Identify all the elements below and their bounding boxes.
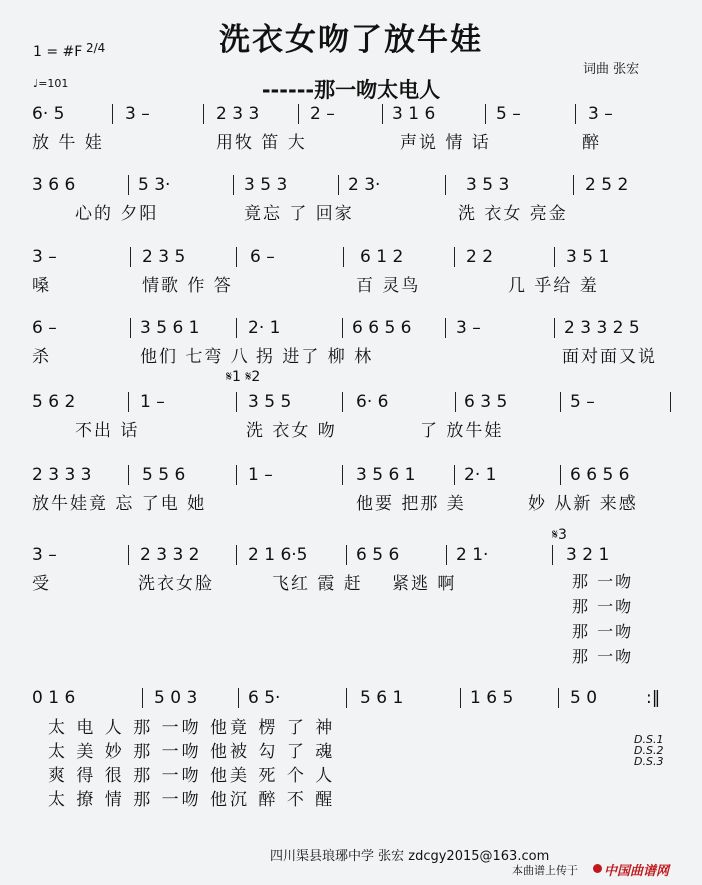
barline: [130, 247, 131, 267]
measure-notes: 3 –: [32, 545, 57, 565]
measure-notes: 2 3 3 2 5: [564, 318, 640, 338]
lyric-line: 洗 衣女 吻: [246, 421, 337, 441]
barline: [554, 318, 555, 338]
lyric-line: 几 乎给 羞: [508, 276, 599, 296]
ds-mark: D.S.3: [634, 755, 664, 768]
barline: [112, 104, 113, 124]
barline: [236, 318, 237, 338]
measure-notes: 2 3·: [348, 175, 381, 195]
measure-notes: 5 –: [496, 104, 521, 124]
barline: [128, 392, 129, 412]
lyric-line: 情歌 作 答: [142, 276, 233, 296]
measure-notes: 2 1·: [456, 545, 489, 565]
measure-notes: 1 –: [248, 465, 273, 485]
measure-notes: 6 1 2: [360, 247, 404, 267]
lyric-line: 竟忘 了 回家: [244, 204, 354, 224]
lyric-line: 紧逃 啊: [392, 574, 457, 594]
measure-notes: 3 –: [125, 104, 150, 124]
barline: [338, 175, 339, 195]
measure-notes: 6 5·: [248, 688, 281, 708]
tempo-marking: ♩=101: [33, 77, 69, 90]
barline: [446, 545, 447, 565]
measure-notes: 5 6 2: [32, 392, 76, 412]
lyric-line: 他要 把那 美: [356, 494, 466, 514]
measure-notes: 3 5 5: [248, 392, 292, 412]
site-logo-icon: [593, 864, 602, 873]
system-6: [30, 465, 672, 514]
lyric-verse-4: 太 撩 情 那 一吻 他沉 醉 不 醒: [48, 790, 336, 810]
barline: [236, 545, 237, 565]
measure-notes: 2 5 2: [585, 175, 629, 195]
barline: [560, 465, 561, 485]
barline: [485, 104, 486, 124]
barline: [454, 247, 455, 267]
system-1: [30, 104, 672, 153]
barline: [670, 392, 671, 412]
barline: [445, 175, 446, 195]
measure-notes: 3 2 1: [566, 545, 610, 565]
lyric-line: 了 放牛娃: [420, 421, 504, 441]
measure-notes: 6· 5: [32, 104, 65, 124]
measure-notes: 6· 6: [356, 392, 389, 412]
segno-mark-1-2: 𝄋1 𝄋2: [226, 369, 261, 385]
measure-notes: 2 1 6·5: [248, 545, 308, 565]
measure-notes: 3 5 1: [566, 247, 610, 267]
measure-notes: 6 6 5 6: [570, 465, 630, 485]
lyric-line: 拐 进了 柳 林: [256, 347, 374, 367]
measure-notes: 5 3·: [138, 175, 171, 195]
barline: [560, 392, 561, 412]
time-signature: 2/4: [86, 41, 106, 55]
lyric-line: 声说 情 话: [400, 133, 491, 153]
measure-notes: 6 –: [32, 318, 57, 338]
lyric-line: 那 一吻: [572, 622, 634, 641]
lyric-verse-1: 太 电 人 那 一吻 他竟 楞 了 神: [48, 718, 336, 738]
measure-notes: 3 –: [456, 318, 481, 338]
repeat-end: :‖: [646, 688, 661, 708]
barline: [575, 104, 576, 124]
measure-notes: 2· 1: [464, 465, 497, 485]
measure-notes: 1 –: [140, 392, 165, 412]
barline: [454, 465, 455, 485]
segno-mark-3: 𝄋3: [552, 527, 567, 543]
barline: [298, 104, 299, 124]
barline: [445, 318, 446, 338]
lyric-line: 杀: [32, 347, 51, 367]
barline: [128, 545, 129, 565]
footer-credit: 四川渠县琅琊中学 张宏 zdcgy2015@163.com: [270, 849, 550, 864]
lyric-line: 受: [32, 574, 51, 594]
lyric-line: 那 一吻: [572, 597, 634, 616]
lyric-line: 那 一吻: [572, 647, 634, 666]
measure-notes: 5 5 6: [142, 465, 186, 485]
composer-credit: 词曲 张宏: [583, 62, 640, 77]
measure-notes: 2 2: [466, 247, 494, 267]
lyric-line: 妙 从新 来感: [528, 494, 638, 514]
measure-notes: 3 5 3: [466, 175, 510, 195]
measure-notes: 2 –: [310, 104, 335, 124]
barline: [382, 104, 383, 124]
measure-notes: 3 –: [32, 247, 57, 267]
repeat-lyrics-column: [572, 569, 633, 669]
measure-notes: 3 6 6: [32, 175, 76, 195]
system-3: [30, 247, 672, 296]
system-4: [30, 318, 672, 367]
barline: [142, 688, 143, 708]
upload-note: 本曲谱上传于: [512, 864, 578, 877]
barline: [342, 465, 343, 485]
lyric-line: 他们 七弯 八: [140, 347, 250, 367]
barline: [460, 688, 461, 708]
measure-notes: 6 3 5: [464, 392, 508, 412]
barline: [128, 465, 129, 485]
measure-notes: 5 0: [570, 688, 598, 708]
lyric-verse-2: 太 美 妙 那 一吻 他被 勾 了 魂: [48, 742, 336, 762]
lyric-line: 洗衣女脸: [138, 574, 214, 594]
lyric-line: 醉: [582, 133, 601, 153]
measure-notes: 2 3 3 2: [140, 545, 200, 565]
system-5: [30, 392, 672, 441]
lyric-verse-3: 爽 得 很 那 一吻 他美 死 个 人: [48, 766, 336, 786]
lyric-line: 不出 话: [75, 421, 140, 441]
lyric-line: 用牧 笛 大: [216, 133, 307, 153]
measure-notes: 2 3 3: [216, 104, 260, 124]
dal-segno-marks: [634, 734, 663, 767]
lyric-line: 飞红 霞 赶: [272, 574, 363, 594]
barline: [455, 392, 456, 412]
measure-notes: 1 6 5: [470, 688, 514, 708]
barline: [342, 318, 343, 338]
ds-mark: D.S.1: [634, 733, 664, 746]
barline: [236, 392, 237, 412]
measure-notes: 0 1 6: [32, 688, 76, 708]
barline: [130, 318, 131, 338]
barline: [346, 688, 347, 708]
barline: [236, 247, 237, 267]
barline: [343, 247, 344, 267]
measure-notes: 5 –: [570, 392, 595, 412]
measure-notes: 3 5 3: [244, 175, 288, 195]
lyric-line: 面对面又说: [562, 347, 657, 367]
measure-notes: 5 0 3: [154, 688, 198, 708]
barline: [558, 688, 559, 708]
measure-notes: 6 5 6: [356, 545, 400, 565]
barline: [233, 175, 234, 195]
lyric-line: 百 灵鸟: [356, 276, 421, 296]
system-2: [30, 175, 672, 224]
measure-notes: 2 3 5: [142, 247, 186, 267]
barline: [203, 104, 204, 124]
barline: [346, 545, 347, 565]
lyric-line: 洗 衣女 亮金: [458, 204, 568, 224]
measure-notes: 5 6 1: [360, 688, 404, 708]
lyric-line: 心的 夕阳: [75, 204, 159, 224]
key-signature: 1 = #F: [33, 44, 83, 60]
site-brand: 中国曲谱网: [604, 864, 670, 879]
lyric-line: 嗓: [32, 276, 51, 296]
barline: [554, 247, 555, 267]
barline: [342, 392, 343, 412]
verse-lyrics: [48, 716, 335, 812]
lyric-line: 放 牛 娃: [32, 133, 104, 153]
lyric-line: 放牛娃竟 忘 了电 她: [32, 494, 207, 514]
lyric-line: 那 一吻: [572, 572, 634, 591]
measure-notes: 2· 1: [248, 318, 281, 338]
barline: [573, 175, 574, 195]
barline: [236, 465, 237, 485]
ds-mark: D.S.2: [634, 744, 664, 757]
measure-notes: 3 –: [588, 104, 613, 124]
barline: [128, 175, 129, 195]
measure-notes: 6 6 5 6: [352, 318, 412, 338]
measure-notes: 3 5 6 1: [140, 318, 200, 338]
song-subtitle: ------那一吻太电人: [261, 78, 441, 102]
repeat-start: [552, 545, 553, 565]
song-title: 洗衣女吻了放牛娃: [219, 22, 483, 58]
measure-notes: 6 –: [250, 247, 275, 267]
measure-notes: 2 3 3 3: [32, 465, 92, 485]
barline: [238, 688, 239, 708]
measure-notes: 3 5 6 1: [356, 465, 416, 485]
measure-notes: 3 1 6: [392, 104, 436, 124]
